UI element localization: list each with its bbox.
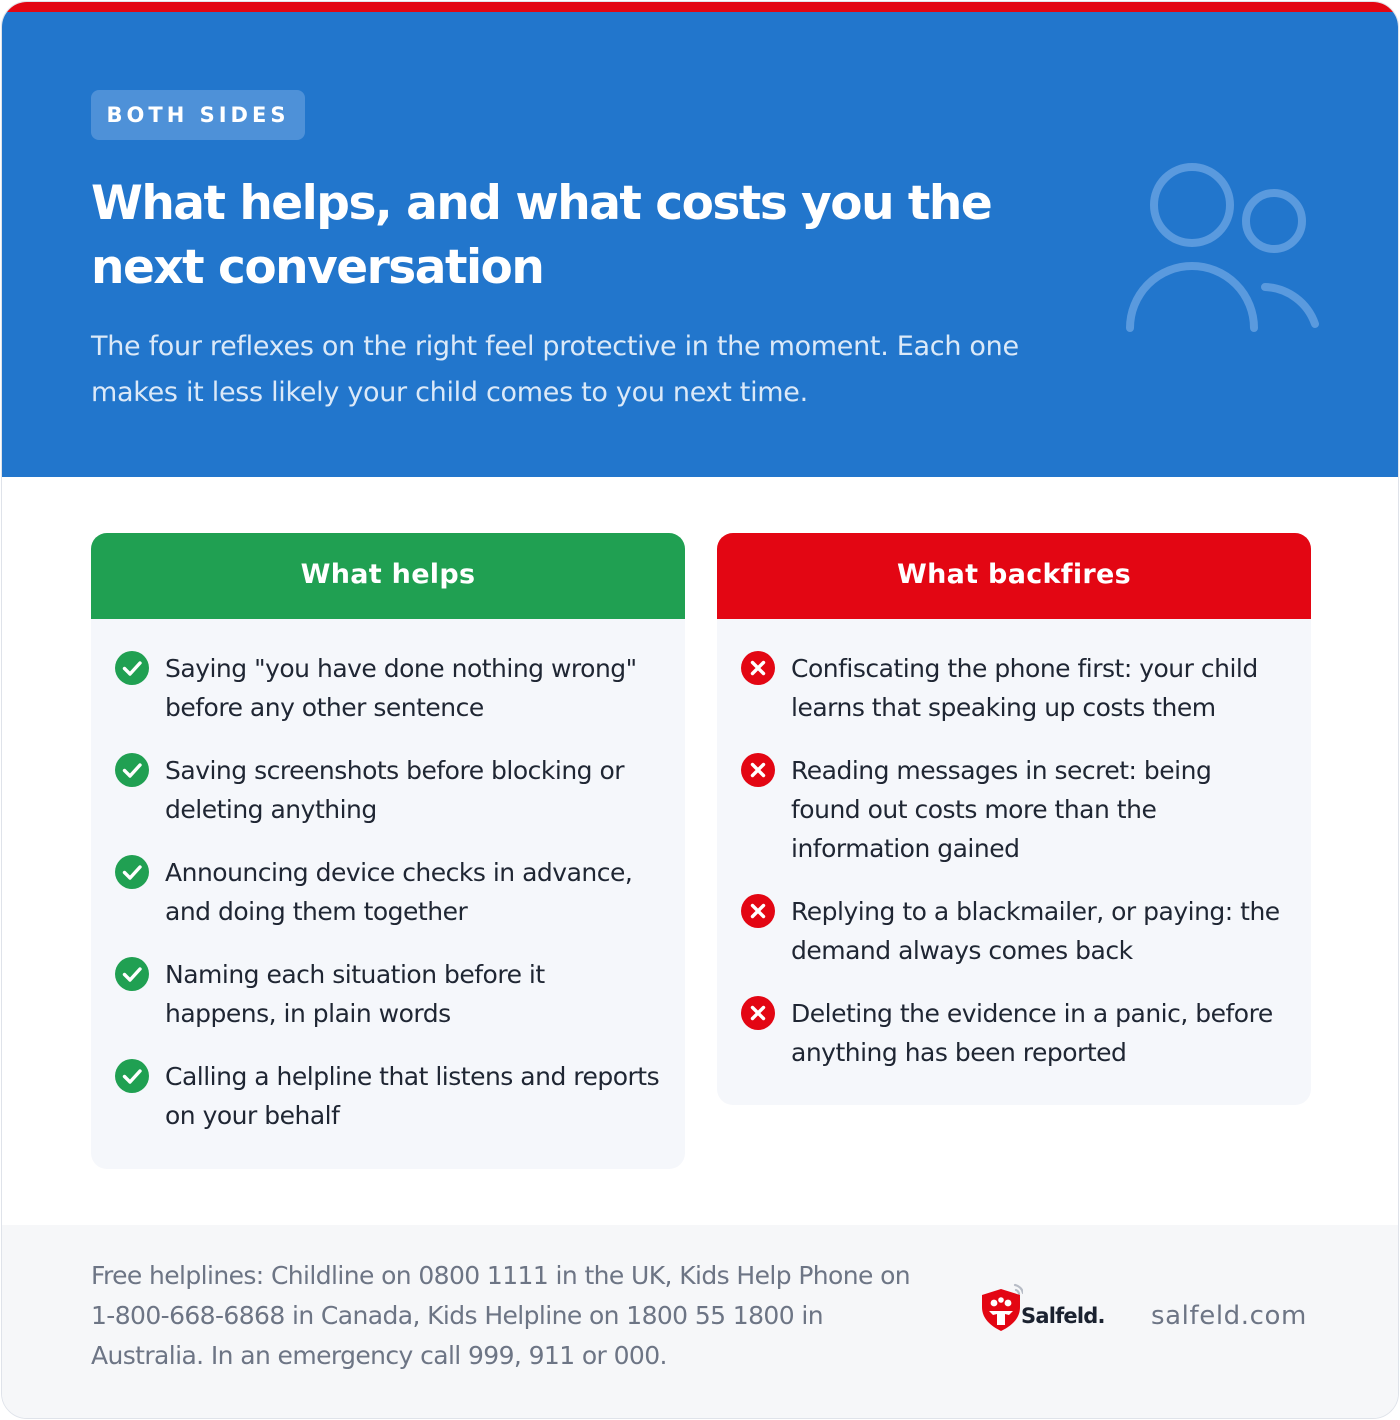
top-accent-bar xyxy=(2,2,1398,12)
intro-text: The four reflexes on the right feel protective in the moment. Each one makes it less likely your child comes to you next time. xyxy=(91,331,1019,408)
helps-list xyxy=(91,619,685,1135)
check-circle-icon xyxy=(115,957,149,991)
helps-item-text: Saying "you have done nothing wrong" before any other sentence xyxy=(165,654,637,722)
website-link[interactable]: salfeld.com xyxy=(1151,1301,1307,1331)
backfires-item-text: Confiscating the phone first: your child learns that speaking up costs them xyxy=(791,654,1258,722)
backfires-item xyxy=(741,994,1287,1072)
backfires-item xyxy=(741,892,1287,970)
helps-item-text: Saving screenshots before blocking or deleting anything xyxy=(165,756,625,824)
helps-item xyxy=(115,751,661,829)
infographic-card xyxy=(1,1,1399,1419)
backfires-panel xyxy=(717,533,1311,1105)
helps-item-text: Announcing device checks in advance, and doing them together xyxy=(165,858,633,926)
backfires-heading: What backfires xyxy=(717,533,1311,619)
backfires-item-text: Deleting the evidence in a panic, before anything has been reported xyxy=(791,999,1273,1067)
check-circle-icon xyxy=(115,753,149,787)
brand-name: Salfeld. xyxy=(1021,1304,1105,1328)
helps-item-text: Naming each situation before it happens, in plain words xyxy=(165,960,545,1028)
backfires-list xyxy=(717,619,1311,1072)
helps-item-text: Calling a helpline that listens and reports on your behalf xyxy=(165,1062,660,1130)
hero-section xyxy=(2,12,1398,477)
backfires-item xyxy=(741,649,1287,727)
x-circle-icon xyxy=(741,894,775,928)
helps-item xyxy=(115,955,661,1033)
salfeld-logo xyxy=(979,1281,1119,1337)
eyebrow-badge: BOTH SIDES xyxy=(91,90,305,140)
x-circle-icon xyxy=(741,651,775,685)
backfires-item-text: Reading messages in secret: being found out costs more than the information gained xyxy=(791,756,1212,863)
footer xyxy=(2,1225,1398,1419)
backfires-item xyxy=(741,751,1287,868)
check-circle-icon xyxy=(115,855,149,889)
helps-item xyxy=(115,649,661,727)
helps-panel xyxy=(91,533,685,1169)
helps-item xyxy=(115,1057,661,1135)
helps-item xyxy=(115,853,661,931)
x-circle-icon xyxy=(741,996,775,1030)
check-circle-icon xyxy=(115,651,149,685)
shield-family-icon xyxy=(979,1281,1023,1337)
helpline-note: Free helplines: Childline on 0800 1111 in the UK, Kids Help Phone on 1-800-668-6868 in Canada, Kids Helpline on 1800 55 1800 in Australia. In an emergency call 999, 911 or 000. xyxy=(91,1261,911,1370)
x-circle-icon xyxy=(741,753,775,787)
people-icon xyxy=(1122,162,1327,347)
page-title: What helps, and what costs you the next conversation xyxy=(91,176,992,295)
check-circle-icon xyxy=(115,1059,149,1093)
helps-heading: What helps xyxy=(91,533,685,619)
backfires-item-text: Replying to a blackmailer, or paying: the demand always comes back xyxy=(791,897,1280,965)
